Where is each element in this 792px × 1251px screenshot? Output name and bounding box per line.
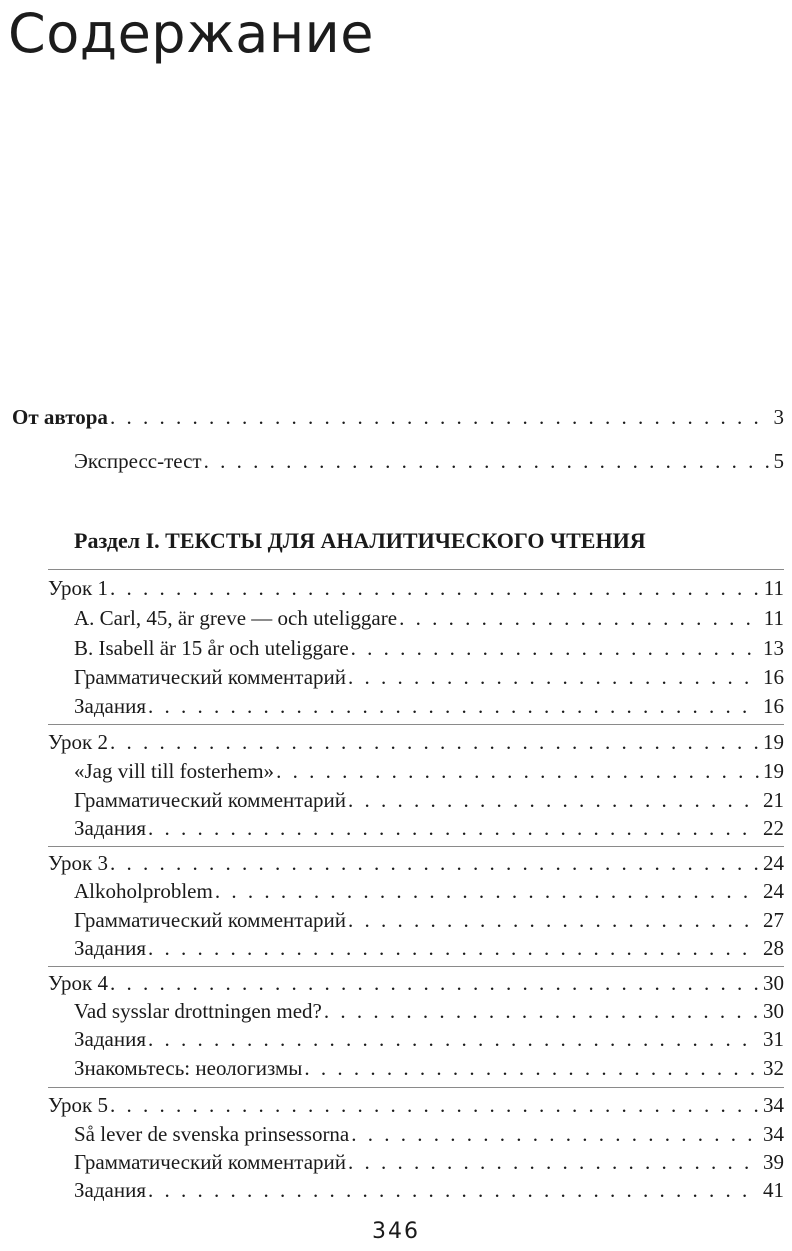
toc-entry-page: 16: [763, 665, 784, 689]
toc-entry[interactable]: [74, 633, 784, 663]
toc-entry-page: 21: [763, 788, 784, 812]
toc-entry-title: Задания: [74, 936, 146, 960]
toc-entry-page: 22: [763, 816, 784, 840]
toc-lesson-1[interactable]: [48, 573, 784, 603]
divider: [48, 1087, 784, 1088]
divider: [48, 724, 784, 725]
toc-entry-express-test[interactable]: [74, 446, 784, 476]
toc-entry-title: Så lever de svenska prinsessorna: [74, 1122, 350, 1146]
toc-entry[interactable]: [74, 603, 784, 633]
toc-entry-page: 27: [763, 908, 784, 932]
toc-entry[interactable]: [74, 1119, 784, 1149]
toc-entry-title: Грамматический комментарий: [74, 908, 347, 932]
toc-entry-page: 13: [763, 636, 784, 660]
toc-entry-page: 16: [763, 694, 784, 718]
toc-entry-page: 30: [763, 971, 784, 995]
toc-entry-title: A. Carl, 45, är greve — och uteliggare: [74, 606, 398, 630]
toc-entry-page: 24: [763, 851, 784, 875]
dot-leader: [324, 996, 759, 1026]
toc-entry-page: 11: [763, 606, 784, 630]
toc-entry[interactable]: [74, 662, 784, 692]
dot-leader: [110, 727, 759, 757]
dot-leader: [110, 1090, 759, 1120]
dot-leader: [348, 905, 759, 935]
page-title: Содержание: [8, 2, 374, 65]
toc-entry-title: Задания: [74, 1027, 146, 1051]
toc-entry-title: Урок 3: [48, 851, 108, 875]
toc-entry-title: Задания: [74, 1178, 146, 1202]
toc-entry[interactable]: [74, 1147, 784, 1177]
toc-entry-title: Грамматический комментарий: [74, 665, 347, 689]
dot-leader: [110, 402, 770, 432]
toc-entry-page: 11: [763, 576, 784, 600]
dot-leader: [148, 1175, 759, 1205]
toc-entry-page: 19: [763, 759, 784, 783]
dot-leader: [148, 691, 759, 721]
toc-entry[interactable]: [74, 1175, 784, 1205]
toc-entry-page: 39: [763, 1150, 784, 1174]
toc-entry-page: 3: [773, 405, 784, 429]
toc-entry-title: Грамматический комментарий: [74, 1150, 347, 1174]
dot-leader: [148, 933, 759, 963]
toc-entry-page: 32: [763, 1056, 784, 1080]
toc-entry[interactable]: [74, 876, 784, 906]
toc-entry-title: B. Isabell är 15 år och uteliggare: [74, 636, 349, 660]
toc-entry-page: 34: [763, 1122, 784, 1146]
toc-entry[interactable]: [74, 813, 784, 843]
dot-leader: [148, 813, 759, 843]
toc-entry-page: 19: [763, 730, 784, 754]
section-heading: Раздел I. ТЕКСТЫ ДЛЯ АНАЛИТИЧЕСКОГО ЧТЕНИЯ: [74, 528, 646, 553]
toc-entry-title: Экспресс-тест: [74, 449, 202, 473]
toc-entry-page: 5: [773, 449, 784, 473]
toc-entry-title: Урок 4: [48, 971, 108, 995]
dot-leader: [110, 968, 759, 998]
toc-entry-title: Задания: [74, 816, 146, 840]
dot-leader: [348, 662, 759, 692]
toc-entry-page: 41: [763, 1178, 784, 1202]
dot-leader: [399, 603, 760, 633]
toc-entry[interactable]: [74, 1024, 784, 1054]
toc-entry-page: 30: [763, 999, 784, 1023]
dot-leader: [348, 785, 759, 815]
toc-entry-page: 31: [763, 1027, 784, 1051]
dot-leader: [304, 1053, 759, 1083]
dot-leader: [276, 756, 759, 786]
dot-leader: [351, 1119, 759, 1149]
toc-entry-page: 24: [763, 879, 784, 903]
toc-entry[interactable]: [74, 691, 784, 721]
toc-entry-title: Vad sysslar drottningen med?: [74, 999, 322, 1023]
toc-entry[interactable]: [74, 785, 784, 815]
toc-entry[interactable]: [74, 905, 784, 935]
toc-lesson-5[interactable]: [48, 1090, 784, 1120]
dot-leader: [215, 876, 759, 906]
toc-entry-title: Грамматический комментарий: [74, 788, 347, 812]
toc-entry[interactable]: [74, 996, 784, 1026]
dot-leader: [204, 446, 770, 476]
dot-leader: [110, 573, 760, 603]
toc-entry-foreword[interactable]: [12, 402, 784, 432]
toc-entry-title: «Jag vill till fosterhem»: [74, 759, 275, 783]
toc-entry[interactable]: [74, 756, 784, 786]
divider: [48, 966, 784, 967]
page-number: 346: [372, 1219, 420, 1244]
toc-lesson-2[interactable]: [48, 727, 784, 757]
dot-leader: [148, 1024, 759, 1054]
dot-leader: [351, 633, 759, 663]
toc-entry-page: 34: [763, 1093, 784, 1117]
divider: [48, 846, 784, 847]
toc-entry-title: Alkoholproblem: [74, 879, 213, 903]
dot-leader: [348, 1147, 759, 1177]
toc-lesson-4[interactable]: [48, 968, 784, 998]
toc-entry-title: От автора: [12, 405, 108, 429]
toc-entry-title: Урок 1: [48, 576, 108, 600]
toc-lesson-3[interactable]: [48, 848, 784, 878]
divider: [48, 569, 784, 570]
toc-entry[interactable]: [74, 933, 784, 963]
toc-entry-title: Знакомьтесь: неологизмы: [74, 1056, 303, 1080]
toc-entry-title: Урок 2: [48, 730, 108, 754]
toc-entry[interactable]: [74, 1053, 784, 1083]
dot-leader: [110, 848, 759, 878]
toc-entry-title: Урок 5: [48, 1093, 108, 1117]
toc-entry-title: Задания: [74, 694, 146, 718]
toc-entry-page: 28: [763, 936, 784, 960]
